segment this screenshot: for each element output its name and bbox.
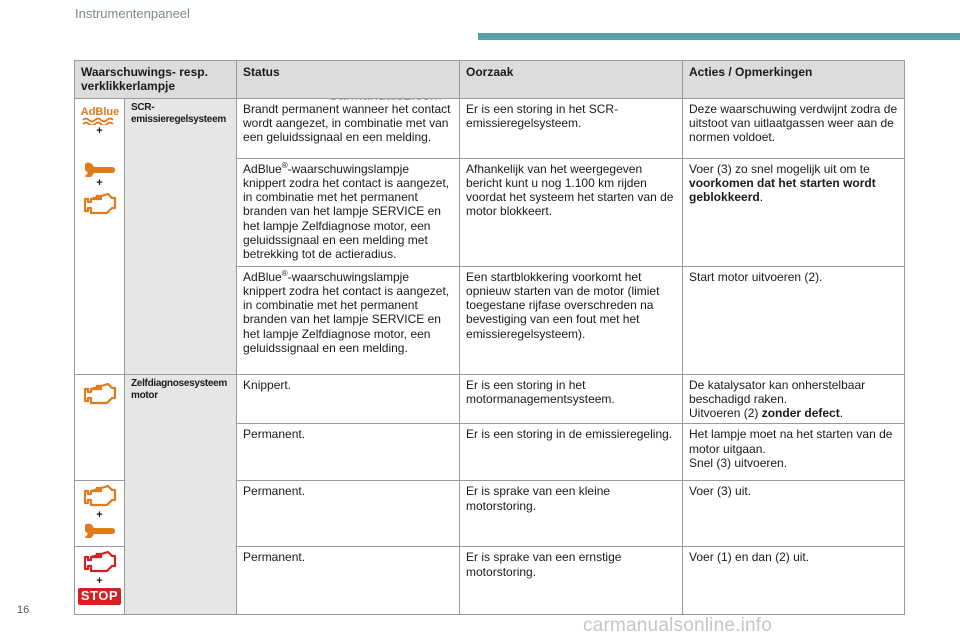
status-cell: Brandt permanent wanneer het contact wordt aangezet, in combinatie met van een geluidssignaal en een melding.: [237, 98, 460, 158]
engine-diag-system-label: Zelfdiagnosesysteem motor: [125, 374, 237, 615]
engine-icon: [83, 193, 117, 217]
action-cell: Voer (3) uit.: [683, 481, 905, 547]
adblue-icon: [79, 103, 121, 125]
cause-cell: Er is een storing in het motormanagementsysteem.: [460, 374, 683, 424]
cause-cell: Er is een storing in de emissieregeling.: [460, 424, 683, 481]
plus-sign: +: [96, 509, 103, 522]
scr-icons-cell: [75, 98, 125, 374]
status-cell: AdBlue®-waarschuwingslampje knippert zodra het contact is aangezet, in combinatie met het permanent branden van het lampje SERVICE en het lampje Zelfdiagnose motor, een geluidssignaal en een melding.: [237, 266, 460, 374]
engine-icon: [83, 551, 117, 575]
action-cell: De katalysator kan onherstelbaar beschadigd raken. Uitvoeren (2) zonder defect.: [683, 374, 905, 424]
column-header-lamp: Waarschuwings- resp. verklikkerlampje: [75, 61, 237, 99]
action-cell: Voer (3) zo snel mogelijk uit om te voorkomen dat het starten wordt geblokkeerd.: [683, 158, 905, 266]
table-header-row: [75, 61, 905, 99]
wrench-icon: [83, 161, 117, 177]
wrench-icon: [83, 522, 117, 538]
plus-sign: +: [96, 575, 103, 588]
scr-system-label: SCR-emissieregelsysteem: [125, 98, 237, 374]
cause-cell: Er is een storing in het SCR-emissieregelsysteem.: [460, 98, 683, 158]
section-title: Instrumentenpaneel: [75, 6, 190, 21]
action-cell: Deze waarschuwing verdwijnt zodra de uitstoot van uitlaatgassen weer aan de normen voldoet.: [683, 98, 905, 158]
page-number: 16: [17, 604, 30, 616]
warning-lamps-table: [74, 60, 905, 615]
status-cell: Permanent.: [237, 547, 460, 615]
column-header-status: Status: [237, 61, 460, 99]
action-cell: Het lampje moet na het starten van de motor uitgaan. Snel (3) uitvoeren.: [683, 424, 905, 481]
action-cell: Voer (1) en dan (2) uit.: [683, 547, 905, 615]
stop-icon: STOP: [78, 588, 121, 604]
watermark-bottom[interactable]: carmanualsonline.info: [583, 615, 773, 636]
svg-text:AdBlue: AdBlue: [80, 105, 119, 118]
header-accent-bar: [478, 33, 960, 40]
engine-icon: [83, 383, 117, 407]
status-cell: Permanent.: [237, 424, 460, 481]
cause-cell: Er is sprake van een ernstige motorstoring.: [460, 547, 683, 615]
cause-cell: Een startblokkering voorkomt het opnieuw starten van de motor (limiet toegestane rijfase overschreden na bevestiging van een fout met het emissieregelsysteem).: [460, 266, 683, 374]
table-row: [75, 98, 905, 158]
plus-sign: +: [96, 176, 103, 189]
engine-icon: [83, 485, 117, 509]
status-cell: Knippert.: [237, 374, 460, 424]
minor-fault-icons-cell: [75, 481, 125, 547]
status-cell: Permanent.: [237, 481, 460, 547]
column-header-actions: Acties / Opmerkingen: [683, 61, 905, 99]
engine-diag-icons-cell: [75, 374, 125, 481]
action-cell: Start motor uitvoeren (2).: [683, 266, 905, 374]
cause-cell: Er is sprake van een kleine motorstoring.: [460, 481, 683, 547]
status-cell: AdBlue®-waarschuwingslampje knippert zodra het contact is aangezet, in combinatie met het permanent branden van het lampje SERVICE en het lampje Zelfdiagnose motor, een geluidssignaal en een melding met betrekking tot de actieradius.: [237, 158, 460, 266]
column-header-cause: Oorzaak: [460, 61, 683, 99]
major-fault-icons-cell: [75, 547, 125, 615]
table-row: [75, 374, 905, 424]
cause-cell: Afhankelijk van het weergegeven bericht kunt u nog 1.100 km rijden voordat het systeem het starten van de motor blokkeert.: [460, 158, 683, 266]
plus-sign: +: [96, 124, 103, 137]
